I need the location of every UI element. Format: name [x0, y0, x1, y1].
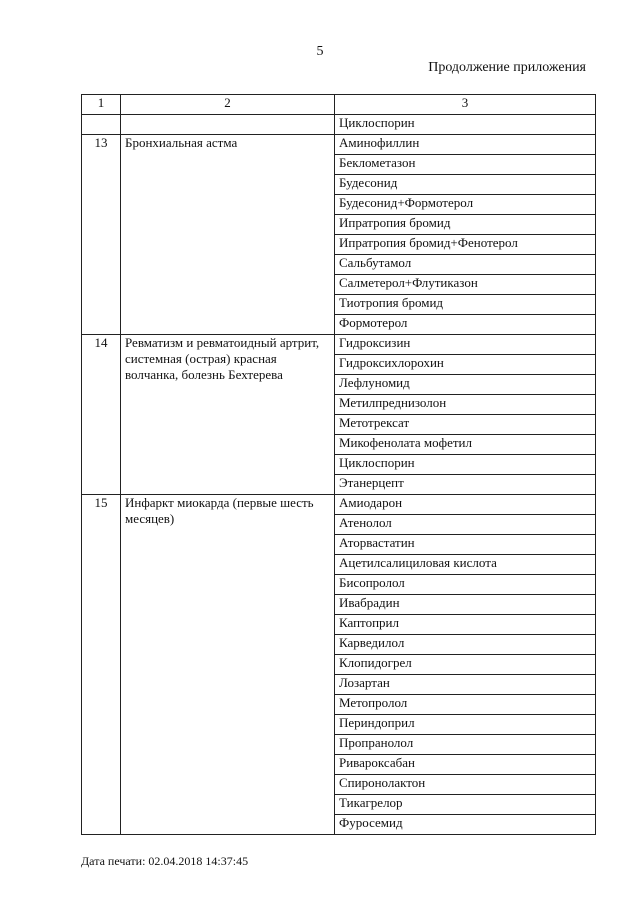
drug-cell: Формотерол [335, 315, 596, 335]
drug-cell: Лозартан [335, 675, 596, 695]
disease-cell: Ревматизм и ревматоидный артрит, системная (острая) красная волчанка, болезнь Бехтерева [121, 335, 335, 495]
drug-cell: Тикагрелор [335, 795, 596, 815]
drug-cell: Метилпреднизолон [335, 395, 596, 415]
drug-cell: Ипратропия бромид+Фенотерол [335, 235, 596, 255]
drug-cell: Периндоприл [335, 715, 596, 735]
drug-cell: Аторвастатин [335, 535, 596, 555]
table-row [82, 335, 596, 355]
drug-cell: Атенолол [335, 515, 596, 535]
drug-cell: Ривароксабан [335, 755, 596, 775]
header-col-1: 1 [82, 95, 121, 115]
drug-cell: Пропранолол [335, 735, 596, 755]
drug-cell: Фуросемид [335, 815, 596, 835]
drug-table [81, 94, 596, 835]
disease-cell: Бронхиальная астма [121, 135, 335, 335]
drug-cell: Беклометазон [335, 155, 596, 175]
page-number: 5 [316, 44, 324, 59]
drug-cell: Лефлуномид [335, 375, 596, 395]
drug-cell: Гидроксихлорохин [335, 355, 596, 375]
table-row [82, 495, 596, 515]
table-header-row [82, 95, 596, 115]
drug-cell: Будесонид [335, 175, 596, 195]
drug-cell: Аминофиллин [335, 135, 596, 155]
drug-cell: Каптоприл [335, 615, 596, 635]
table-row [82, 115, 596, 135]
drug-cell: Бисопролол [335, 575, 596, 595]
print-date-footer: Дата печати: 02.04.2018 14:37:45 [81, 854, 249, 868]
continuation-caption: Продолжение приложения [428, 60, 586, 75]
drug-cell: Этанерцепт [335, 475, 596, 495]
drug-cell: Спиронолактон [335, 775, 596, 795]
disease-cell: Инфаркт миокарда (первые шесть месяцев) [121, 495, 335, 835]
drug-cell: Метопролол [335, 695, 596, 715]
drug-cell: Метотрексат [335, 415, 596, 435]
drug-cell: Ивабрадин [335, 595, 596, 615]
drug-cell: Ипратропия бромид [335, 215, 596, 235]
drug-cell: Салметерол+Флутиказон [335, 275, 596, 295]
drug-cell: Циклоспорин [335, 455, 596, 475]
row-number-cell: 13 [82, 135, 121, 335]
drug-cell: Ацетилсалициловая кислота [335, 555, 596, 575]
drug-cell: Амиодарон [335, 495, 596, 515]
disease-cell [121, 115, 335, 135]
row-number-cell: 15 [82, 495, 121, 835]
table-row [82, 135, 596, 155]
row-number-cell: 14 [82, 335, 121, 495]
header-col-3: 3 [335, 95, 596, 115]
drug-cell: Циклоспорин [335, 115, 596, 135]
drug-cell: Карведилол [335, 635, 596, 655]
row-number-cell [82, 115, 121, 135]
drug-cell: Микофенолата мофетил [335, 435, 596, 455]
drug-cell: Будесонид+Формотерол [335, 195, 596, 215]
drug-cell: Сальбутамол [335, 255, 596, 275]
drug-cell: Клопидогрел [335, 655, 596, 675]
drug-cell: Гидроксизин [335, 335, 596, 355]
drug-cell: Тиотропия бромид [335, 295, 596, 315]
header-col-2: 2 [121, 95, 335, 115]
